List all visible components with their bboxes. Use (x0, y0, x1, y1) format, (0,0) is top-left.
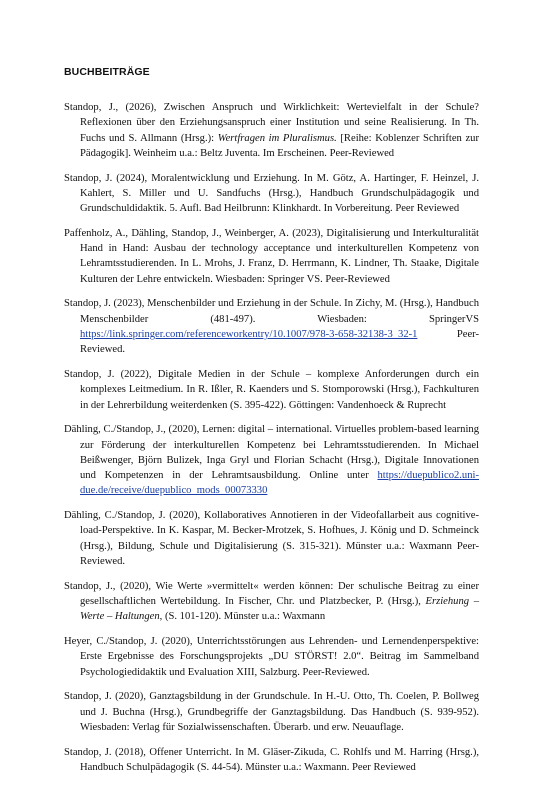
bibliography-entry: Standop, J. (2020), Ganztagsbildung in der Grundschule. In H.-U. Otto, Th. Coelen, P. Bollweg und J. Buchna (Hrsg.), Grundbegriffe der Ganztagsbildung. Das Handbuch (S. 939-952). Wiesbaden: Verlag für Sozialwissenschaften. Überarb. und erw. Neuauflage. (64, 691, 479, 733)
bibliography-entry: Heyer, C./Standop, J. (2020), Unterrichtsstörungen aus Lehrenden- und Lernendenperspektive: Erste Ergebnisse des Forschungsprojekts „DU STÖRST! 2.0“. Beitrag im Sammelband Psychologiedidaktik und Evaluation XIII, Salzburg. Peer-Reviewed. (64, 636, 479, 678)
bibliography-entry: Standop, J., (2020), Wie Werte »vermittelt« werden können: Der schulische Beitrag zu einer gesellschaftlichen Wertebildung. In Fischer, Chr. und Platzbecker, P. (Hrsg.), Erziehung – Werte – Haltungen, (S. 101-120). Münster u.a.: Waxmann (64, 580, 479, 623)
bibliography-entry: Standop, J. (2018), Offener Unterricht. In M. Gläser-Zikuda, C. Rohlfs und M. Harring (Hrsg.), Handbuch Schulpädagogik (S. 44-54). Münster u.a.: Waxmann. Peer Reviewed (64, 746, 479, 773)
bibliography-entry: Standop, J. (2023), Menschenbilder und Erziehung in der Schule. In Zichy, M. (Hrsg.), Handbuch Menschenbilder (481-497). Wiesbaden: SpringerVS https://link.springer.com/referenceworkentry/10.1007/978-3-658-32138-3_32-1 Peer-Reviewed. (64, 298, 479, 356)
bibliography-entry: Dähling, C./Standop, J., (2020), Lernen: digital – international. Virtuelles problem-based learning zur Förderung der interkulturellen Kompetenz bei Lehramtsstudierenden. In Michael Beißwenger, Björn Bulizek, Inga Gryl und Florian Schacht (Hrsg.), Digitale Innovationen und Kompetenzen in der Lehramtsausbildung. Online unter https://duepublico2.uni-due.de/receive/duepublico_mods_00073330 (64, 424, 479, 497)
bibliography-entry: Dähling, C./Standop, J. (2020), Kollaboratives Annotieren in der Videofallarbeit aus cognitive-load-Perspektive. In K. Kaspar, M. Becker-Mrotzek, S. Hofhues, J. König und D. Schmeinck (Hrsg.), Bildung, Schule und Digitalisierung (S. 315-321). Münster u.a.: Waxmann Peer-Reviewed. (64, 510, 479, 568)
section-heading: BUCHBEITRÄGE (64, 66, 150, 78)
book-title: Wertfragen im Pluralismus. (217, 132, 337, 144)
springer-link[interactable]: https://link.springer.com/referenceworkentry/10.1007/978-3-658-32138-3_32-1 (80, 329, 418, 341)
bibliography-entry: Paffenholz, A., Dähling, Standop, J., Weinberger, A. (2023), Digitalisierung und Interkulturalität Hand in Hand: Ausbau der technology acceptance und interkulturellen Kompetenz von Lehramtsstudierenden. In L. Mrohs, J. Franz, D. Herrmann, K. Lindner, Th. Staake, Digitale Kulturen der Lehre entwickeln. Wiesbaden: Springer VS. Peer-Reviewed (64, 227, 479, 285)
bibliography-entry: Standop, J., (2026), Zwischen Anspruch und Wirklichkeit: Wertevielfalt in der Schule? Reflexionen über den Erziehungsanspruch einer Institution und seine Realisierung. In Th. Fuchs und S. Allmann (Hrsg.): Wertfragen im Pluralismus. [Reihe: Koblenzer Schriften zur Pädagogik]. Weinheim u.a.: Beltz Juventa. Im Erscheinen. Peer-Reviewed (64, 102, 479, 159)
bibliography-entry: Standop, J. (2024), Moralentwicklung und Erziehung. In M. Götz, A. Hartinger, F. Heinzel, J. Kahlert, S. Miller und U. Sandfuchs (Hrsg.), Handbuch Grundschulpädagogik und Grundschuldidaktik. 5. Aufl. Bad Heilbrunn: Klinkhardt. In Vorbereitung. Peer Reviewed (64, 172, 479, 215)
bibliography-list (64, 100, 479, 785)
duepublico-link[interactable]: https://duepublico2.uni-due.de/receive/duepublico_mods_00073330 (80, 470, 479, 497)
book-title: Erziehung – Werte – Haltungen (80, 596, 479, 623)
bibliography-entry: Standop, J. (2022), Digitale Medien in der Schule – komplexe Anforderungen durch ein komplexes Leitmedium. In R. Ißler, R. Kaenders und S. Stomporowski (Hrsg.), Fachkulturen in der Lehrerbildung weiterdenken (S. 395-422). Göttingen: Vandenhoeck & Ruprecht (64, 369, 479, 411)
